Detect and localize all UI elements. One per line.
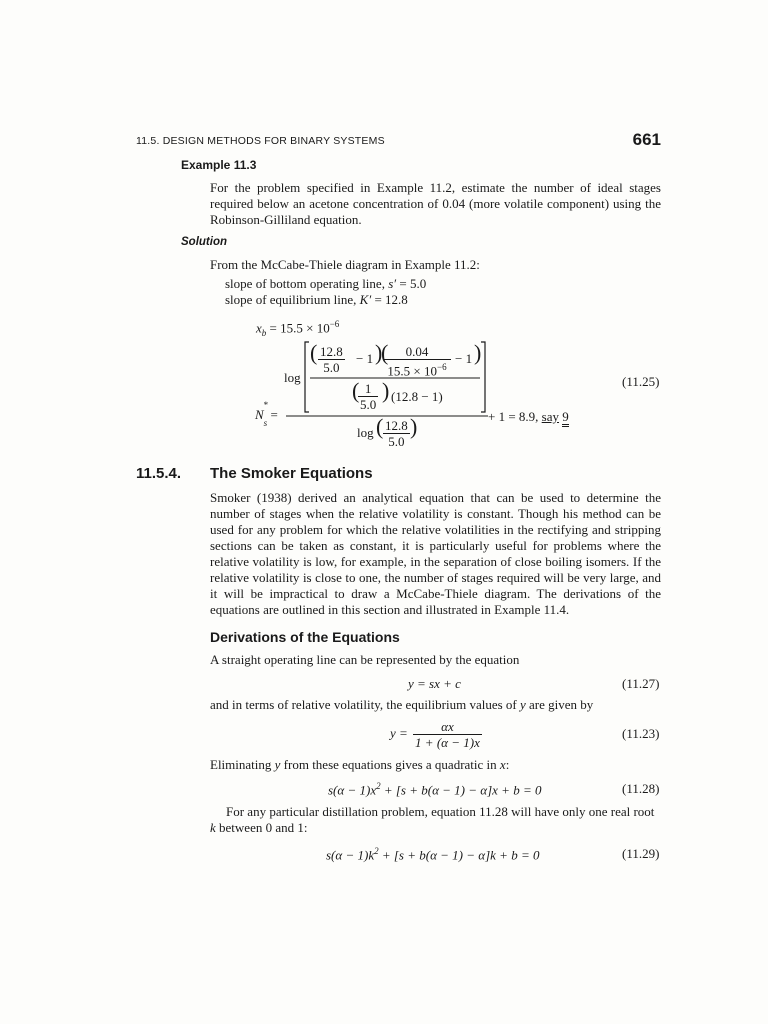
frac-15-5-exp: −6	[437, 362, 447, 372]
xb-exp: −6	[329, 319, 340, 329]
frac-0-04-num: 0.04	[383, 344, 451, 360]
p2-text-a: and in terms of relative volatility, the equilibrium values of	[210, 697, 520, 712]
ns-var: N	[255, 407, 264, 422]
frac-paren: (12.8 − 1)	[391, 389, 443, 404]
p2-text-b: are given by	[525, 697, 594, 712]
eq1129-a: s(α − 1)k	[326, 847, 375, 863]
frac-one: 1	[358, 381, 378, 397]
frac-0-04	[383, 344, 451, 378]
minus-one-1: − 1	[356, 351, 374, 366]
running-title: 11.5. DESIGN METHODS FOR BINARY SYSTEMS	[136, 135, 385, 147]
equation-11-27: y = sx + c	[408, 676, 461, 691]
ns-lhs	[255, 400, 278, 428]
eq1123-lhs: y =	[390, 725, 408, 741]
result-say-value: 9	[562, 409, 569, 427]
frac-5-0-b: 5.0	[360, 397, 377, 412]
derivations-p2	[210, 697, 593, 713]
xb-value: = 15.5 × 10	[266, 320, 330, 336]
result-say: say	[541, 409, 560, 424]
frac-12-8: 12.8	[320, 344, 343, 359]
eq-number-11-28: (11.28)	[622, 781, 660, 796]
frac-1-over-5-0	[358, 381, 378, 412]
frac-12-8-b: 12.8	[385, 418, 408, 433]
p3-text-b: from these equations gives a quadratic in	[280, 757, 500, 772]
frac-5-0: 5.0	[323, 360, 340, 375]
paren-close-1: )	[375, 340, 383, 365]
eq1128-sup: 2	[376, 781, 381, 791]
slope-bottom-text: slope of bottom operating line,	[225, 276, 389, 291]
example-heading: Example 11.3	[181, 158, 257, 172]
page-number: 661	[632, 130, 661, 149]
slope-eq-text: slope of equilibrium line,	[225, 292, 360, 307]
derivations-p4: For any particular distillation problem, equation 11.28 will have only one real root	[226, 804, 655, 819]
p2-var: y	[520, 697, 526, 712]
xb-var: x	[256, 320, 262, 336]
frac-15-5: 15.5 × 10	[387, 363, 437, 379]
eq1129-b: + [s + b(α − 1) − α]k + b = 0	[378, 847, 540, 863]
eq1123-denominator: 1 + (α − 1)x	[415, 735, 480, 750]
slope-eq-value: = 12.8	[371, 292, 408, 307]
p3-var1: y	[274, 757, 281, 772]
equation-11-25-rules	[0, 0, 1, 1]
solution-intro: From the McCabe-Thiele diagram in Example 11.2:	[210, 257, 480, 272]
p3-var2: x	[499, 757, 506, 772]
subsection-heading: Derivations of the Equations	[210, 629, 400, 645]
eq1128-b: + [s + b(α − 1) − α]x + b = 0	[380, 782, 542, 798]
derivations-p3	[210, 757, 509, 773]
slope-eq-var: K′	[359, 292, 372, 307]
section-number: 11.5.4.	[136, 465, 182, 482]
paren-open-3: (	[352, 378, 360, 403]
xb-line	[256, 316, 339, 341]
paren-close-4: )	[410, 414, 418, 439]
section-title: The Smoker Equations	[210, 465, 373, 482]
log-label-2: log	[357, 425, 374, 440]
ns-sup: *	[263, 400, 269, 410]
p3-text-c: :	[505, 757, 510, 772]
slope-bottom-value: = 5.0	[396, 276, 427, 291]
frac-5-0-c: 5.0	[388, 434, 405, 449]
log-label-1: log	[284, 370, 301, 385]
p4b-text: between 0 and 1:	[215, 820, 308, 835]
eq-number-11-27: (11.27)	[622, 676, 660, 691]
result	[488, 409, 569, 425]
section-heading	[136, 465, 373, 482]
paren-close-2: )	[474, 340, 482, 365]
eq1123-numerator: αx	[413, 719, 482, 735]
frac-12-8-over-5-0-b	[383, 418, 410, 449]
slope-bottom-line	[225, 276, 426, 292]
page-header	[136, 130, 661, 153]
equation-11-28	[328, 781, 541, 798]
xb-sub: b	[261, 327, 267, 338]
slope-bottom-var: s′	[388, 276, 397, 291]
paren-open-4: (	[376, 414, 384, 439]
slope-equilibrium-line	[225, 292, 408, 308]
section-paragraph: Smoker (1938) derived an analytical equation that can be used to determine the number of stages when the relative volatility is constant. Though his method can be used for any problem for which the relative volatilities in the rectifying and stripping sections can be taken as constant, it is particularly useful for problems where the relative volatility is low, for example, in the separation of close boiling isomers. If the relative volatility is close to one, the number of stages required will be very large, and it will be impractical to draw a McCabe-Thiele diagram. The derivations of the equations are outlined in this section and illustrated in Example 11.4.	[210, 490, 661, 617]
minus-one-2: − 1	[455, 351, 473, 366]
frac-12-8-over-5-0	[318, 344, 345, 375]
eq-number-11-29: (11.29)	[622, 846, 660, 861]
derivations-p1: A straight operating line can be represented by the equation	[210, 652, 520, 667]
paren-close-3: )	[382, 378, 390, 403]
paren-open-1: (	[310, 340, 318, 365]
derivations-p4b	[210, 820, 307, 836]
ns-sub: s	[263, 417, 268, 428]
equation-11-29	[326, 846, 539, 863]
result-text: + 1 = 8.9,	[488, 409, 542, 424]
ns-eq: =	[267, 407, 278, 422]
eq-number-11-25: (11.25)	[622, 374, 660, 389]
p3-text-a: Eliminating	[210, 757, 275, 772]
equation-11-23	[390, 719, 482, 750]
eq1128-a: s(α − 1)x	[328, 782, 377, 798]
paren-open-2: (	[381, 340, 389, 365]
example-statement: For the problem specified in Example 11.2, estimate the number of ideal stages required below an acetone concentration of 0.04 (more volatile component) using the Robinson-Gilliland equation.	[210, 180, 661, 227]
eq-number-11-23: (11.23)	[622, 726, 660, 741]
solution-heading: Solution	[181, 236, 227, 248]
p4b-var: k	[210, 820, 216, 835]
eq1129-sup: 2	[374, 846, 379, 856]
